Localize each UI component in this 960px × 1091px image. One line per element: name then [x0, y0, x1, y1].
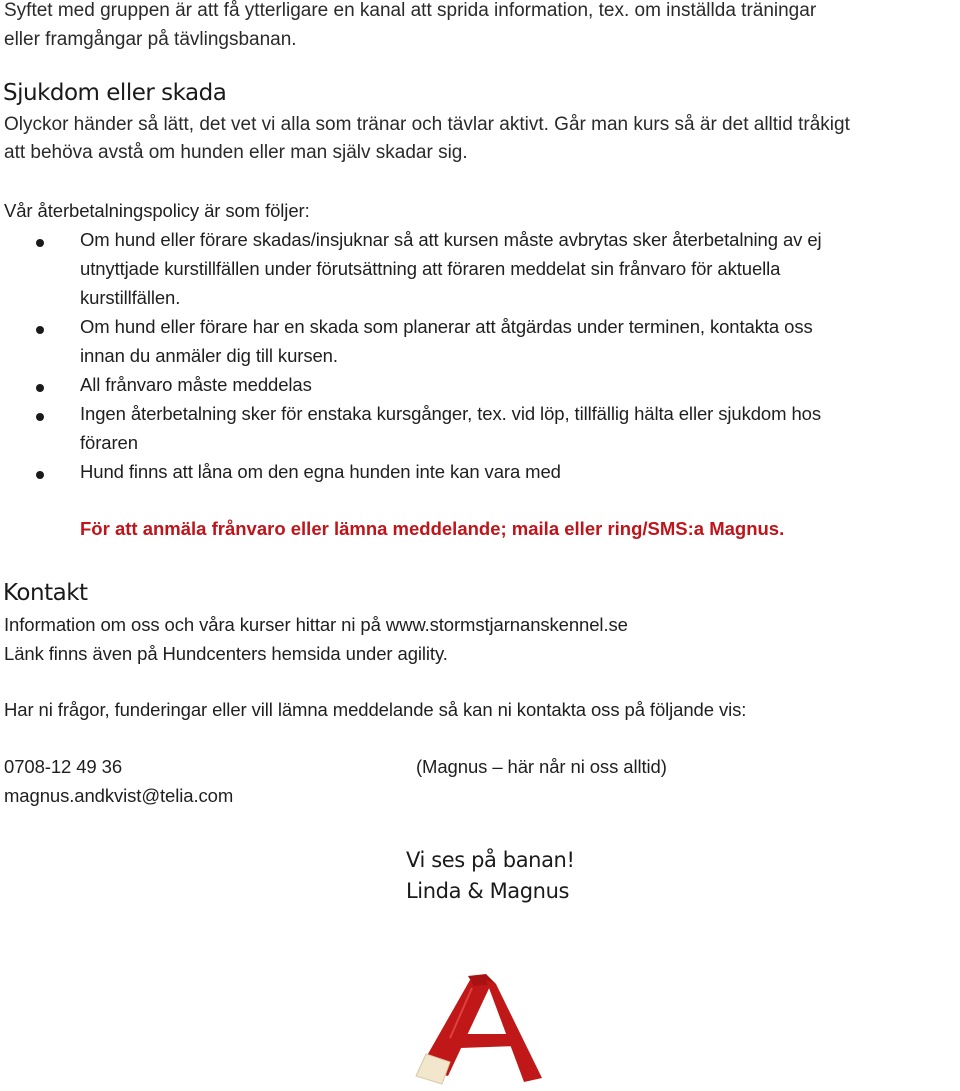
- intro-line-1: Syftet med gruppen är att få ytterligare en kanal att sprida information, tex. om inställda träningar: [4, 0, 817, 21]
- policy-item-1-line-3: kurstillfällen.: [80, 287, 181, 308]
- policy-item-2-line-2: innan du anmäler dig till kursen.: [80, 345, 338, 366]
- illness-line-1: Olyckor händer så lätt, det vet vi alla som tränar och tävlar aktivt. Går man kurs så är det alltid tråkigt: [4, 114, 850, 135]
- bullet-icon: [36, 413, 44, 421]
- contact-email: magnus.andkvist@telia.com: [4, 785, 234, 806]
- illness-line-2: att behöva avstå om hunden eller man själv skadar sig.: [4, 142, 468, 163]
- policy-item-5-line-1: Hund finns att låna om den egna hunden inte kan vara med: [80, 461, 561, 482]
- contact-line-2: Länk finns även på Hundcenters hemsida under agility.: [4, 643, 448, 664]
- contact-heading: Kontakt: [3, 580, 88, 606]
- policy-item-1-line-2: utnyttjade kurstillfällen under förutsättning att föraren meddelat sin frånvaro för aktuella: [80, 258, 781, 279]
- policy-title: Vår återbetalningspolicy är som följer:: [4, 200, 310, 221]
- contact-question: Har ni frågor, funderingar eller vill lämna meddelande så kan ni kontakta oss på följande vis:: [4, 699, 747, 720]
- contact-phone-note: (Magnus – här når ni oss alltid): [416, 756, 667, 777]
- bullet-icon: [36, 384, 44, 392]
- policy-item-1-line-1: Om hund eller förare skadas/insjuknar så att kursen måste avbrytas sker återbetalning av ej: [80, 229, 822, 250]
- contact-line-1: Information om oss och våra kurser hittar ni på www.stormstjarnanskennel.se: [4, 614, 628, 635]
- signature-line-1: Vi ses på banan!: [406, 848, 575, 872]
- bullet-icon: [36, 239, 44, 247]
- intro-line-2: eller framgångar på tävlingsbanan.: [4, 29, 297, 50]
- policy-item-3-line-1: All frånvaro måste meddelas: [80, 374, 312, 395]
- absence-notice: För att anmäla frånvaro eller lämna meddelande; maila eller ring/SMS:a Magnus.: [80, 518, 785, 539]
- policy-item-2-line-1: Om hund eller förare har en skada som planerar att åtgärdas under terminen, kontakta oss: [80, 316, 813, 337]
- signature-line-2: Linda & Magnus: [406, 879, 570, 903]
- bullet-icon: [36, 326, 44, 334]
- contact-phone: 0708-12 49 36: [4, 756, 123, 777]
- policy-item-4-line-2: föraren: [80, 432, 138, 453]
- kennel-logo-a-icon: [400, 968, 550, 1088]
- bullet-icon: [36, 471, 44, 479]
- policy-item-4-line-1: Ingen återbetalning sker för enstaka kursgånger, tex. vid löp, tillfällig hälta eller sjukdom hos: [80, 403, 821, 424]
- illness-heading: Sjukdom eller skada: [3, 80, 227, 106]
